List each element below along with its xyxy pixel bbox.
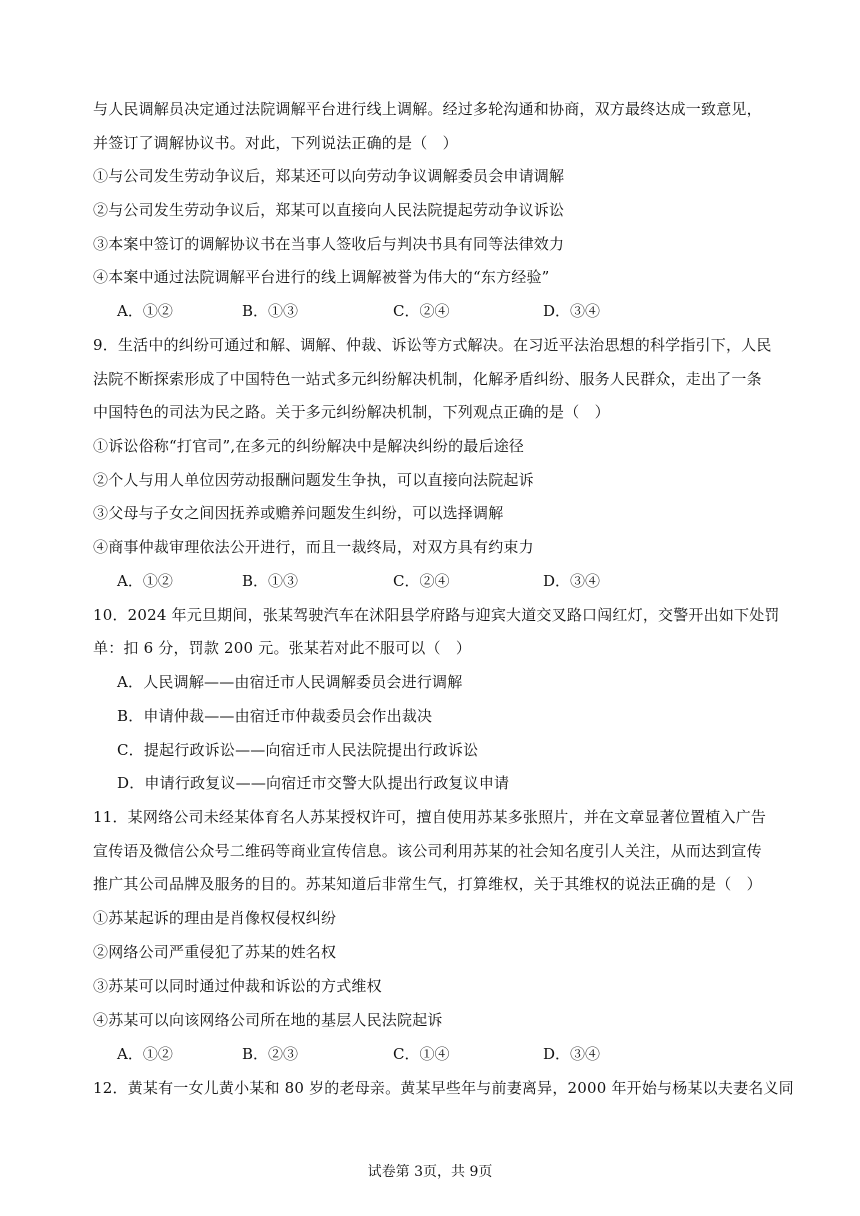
q8-option-c: C．②④ [393, 302, 450, 320]
q12-line-1: 12．黄某有一女儿黄小某和 80 岁的老母亲。黄某早些年与前妻离异，2000 年开始与杨某以夫妻名义同 [93, 1079, 794, 1097]
q8-option-a: A．①② [117, 302, 173, 320]
q11-statement-2: ②网络公司严重侵犯了苏某的姓名权 [93, 943, 337, 961]
q9-statement-3: ③父母与子女之间因抚养或赡养问题发生纠纷，可以选择调解 [93, 504, 504, 522]
q11-option-b: B．②③ [242, 1045, 299, 1063]
q11-line-3: 推广其公司品牌及服务的目的。苏某知道后非常生气，打算维权，关于其维权的说法正确的是（ ） [93, 875, 762, 893]
q9-option-b: B．①③ [242, 572, 299, 590]
q8-statement-1: ①与公司发生劳动争议后，郑某还可以向劳动争议调解委员会申请调解 [93, 167, 565, 185]
q10-choice-a: A．人民调解——由宿迁市人民调解委员会进行调解 [117, 673, 463, 691]
q9-line-3: 中国特色的司法为民之路。关于多元纠纷解决机制，下列观点正确的是（ ） [93, 403, 610, 421]
q10-line-1: 10．2024 年元旦期间，张某驾驶汽车在沭阳县学府路与迎宾大道交叉路口闯红灯，交警开出如下处罚 [93, 606, 780, 624]
q9-option-c: C．②④ [393, 572, 450, 590]
q10-choice-d: D．申请行政复议——向宿迁市交警大队提出行政复议申请 [117, 774, 510, 792]
q8-line-2: 并签订了调解协议书。对此，下列说法正确的是（ ） [93, 134, 458, 152]
q9-option-a: A．①② [117, 572, 173, 590]
q9-line-2: 法院不断探索形成了中国特色一站式多元纠纷解决机制，化解矛盾纠纷、服务人民群众，走出了一条 [93, 370, 762, 388]
q8-statement-4: ④本案中通过法院调解平台进行的线上调解被誉为伟大的“东方经验” [93, 268, 550, 286]
q9-statement-2: ②个人与用人单位因劳动报酬问题发生争执，可以直接向法院起诉 [93, 471, 534, 489]
q8-option-b: B．①③ [242, 302, 299, 320]
q10-choice-c: C．提起行政诉讼——向宿迁市人民法院提出行政诉讼 [117, 741, 479, 759]
q9-statement-1: ①诉讼俗称“打官司”,在多元的纠纷解决中是解决纠纷的最后途径 [93, 437, 525, 455]
q8-statement-2: ②与公司发生劳动争议后，郑某可以直接向人民法院提起劳动争议诉讼 [93, 201, 565, 219]
q11-statement-3: ③苏某可以同时通过仲裁和诉讼的方式维权 [93, 977, 382, 995]
q11-option-d: D．③④ [543, 1045, 601, 1063]
q8-option-d: D．③④ [543, 302, 601, 320]
q11-statement-4: ④苏某可以向该网络公司所在地的基层人民法院起诉 [93, 1011, 443, 1029]
q9-option-d: D．③④ [543, 572, 601, 590]
q11-line-1: 11．某网络公司未经某体育名人苏某授权许可，擅自使用苏某多张照片，并在文章显著位置植入广告 [93, 808, 767, 826]
q11-option-a: A．①② [117, 1045, 173, 1063]
page-footer: 试卷第 3页，共 9页 [367, 1164, 493, 1180]
q8-line-1: 与人民调解员决定通过法院调解平台进行线上调解。经过多轮沟通和协商，双方最终达成一致意见， [93, 100, 762, 118]
q8-statement-3: ③本案中签订的调解协议书在当事人签收后与判决书具有同等法律效力 [93, 235, 565, 253]
q9-line-1: 9．生活中的纠纷可通过和解、调解、仲裁、诉讼等方式解决。在习近平法治思想的科学指引下，人民 [93, 336, 772, 354]
q11-statement-1: ①苏某起诉的理由是肖像权侵权纠纷 [93, 909, 337, 927]
q10-line-2: 单：扣 6 分，罚款 200 元。张某若对此不服可以（ ） [93, 639, 472, 657]
q11-option-c: C．①④ [393, 1045, 450, 1063]
q11-line-2: 宣传语及微信公众号二维码等商业宣传信息。该公司利用苏某的社会知名度引人关注，从而达到宣传 [93, 842, 762, 860]
q9-statement-4: ④商事仲裁审理依法公开进行，而且一裁终局，对双方具有约束力 [93, 538, 534, 556]
q10-choice-b: B．申请仲裁——由宿迁市仲裁委员会作出裁决 [117, 707, 433, 725]
